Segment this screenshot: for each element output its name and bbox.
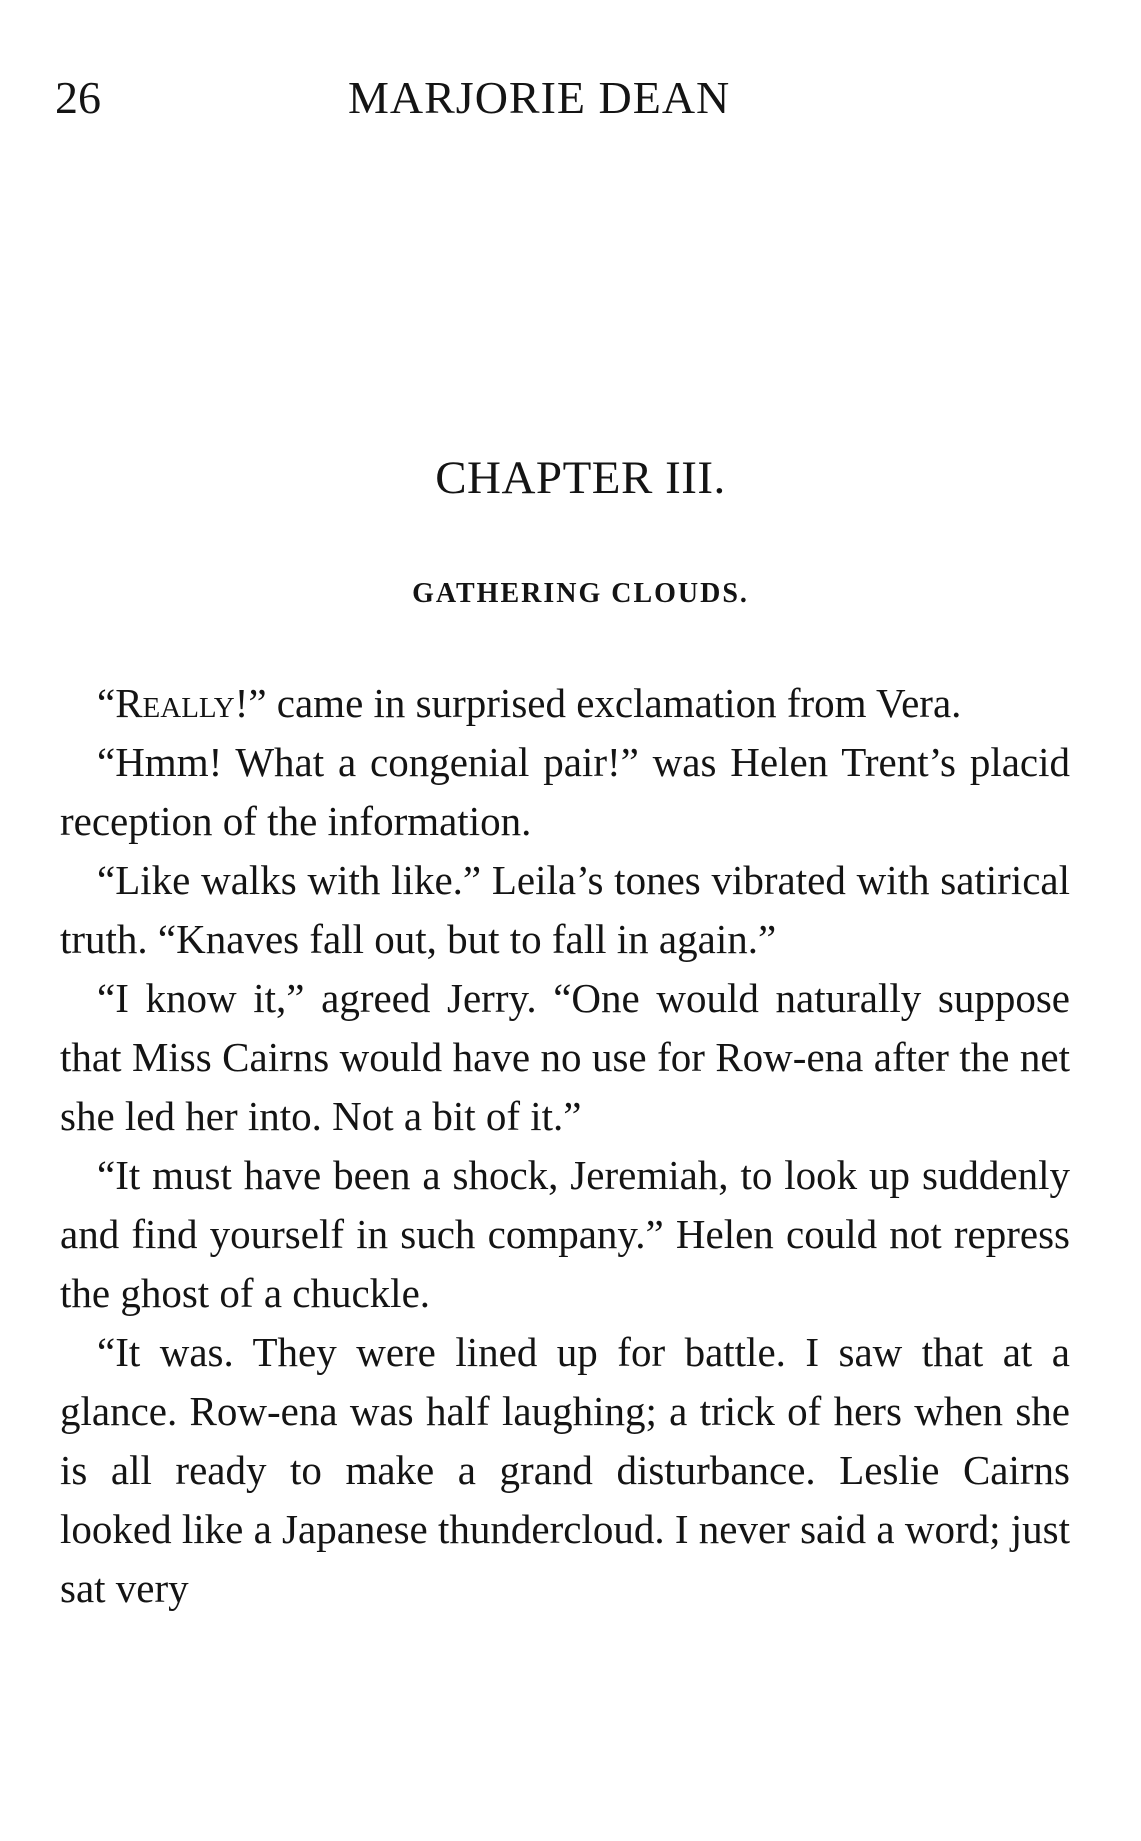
running-title: MARJORIE DEAN xyxy=(348,72,731,123)
chapter-subtitle: GATHERING CLOUDS. xyxy=(412,578,749,609)
body-text xyxy=(60,674,1070,1618)
page-number: 26 xyxy=(55,72,101,123)
paragraph: “Like walks with like.” Leila’s tones vibrated with satirical truth. “Knaves fall out, but to fall in again.” xyxy=(60,857,1070,962)
paragraph: “Hmm! What a congenial pair!” was Helen Trent’s placid reception of the information. xyxy=(60,739,1070,844)
paragraph-text: !” came in surprised exclamation from Vera. xyxy=(234,680,962,726)
lead-word: Really xyxy=(115,680,235,726)
chapter-title: CHAPTER III. xyxy=(435,452,726,504)
opening-quote: “ xyxy=(97,680,116,726)
paragraph: “It must have been a shock, Jeremiah, to look up suddenly and find yourself in such company.” Helen could not repress the ghost of a chuckle. xyxy=(60,1152,1070,1316)
paragraph: “I know it,” agreed Jerry. “One would naturally suppose that Miss Cairns would have no use for Row-ena after the net she led her into. Not a bit of it.” xyxy=(60,975,1070,1139)
paragraph: “It was. They were lined up for battle. I saw that at a glance. Row-ena was half laughing; a trick of hers when she is all ready to make a grand disturbance. Leslie Cairns looked like a Japanese thundercloud. I never said a word; just sat very xyxy=(60,1329,1070,1611)
paragraph xyxy=(60,674,1070,733)
running-head xyxy=(55,68,775,128)
